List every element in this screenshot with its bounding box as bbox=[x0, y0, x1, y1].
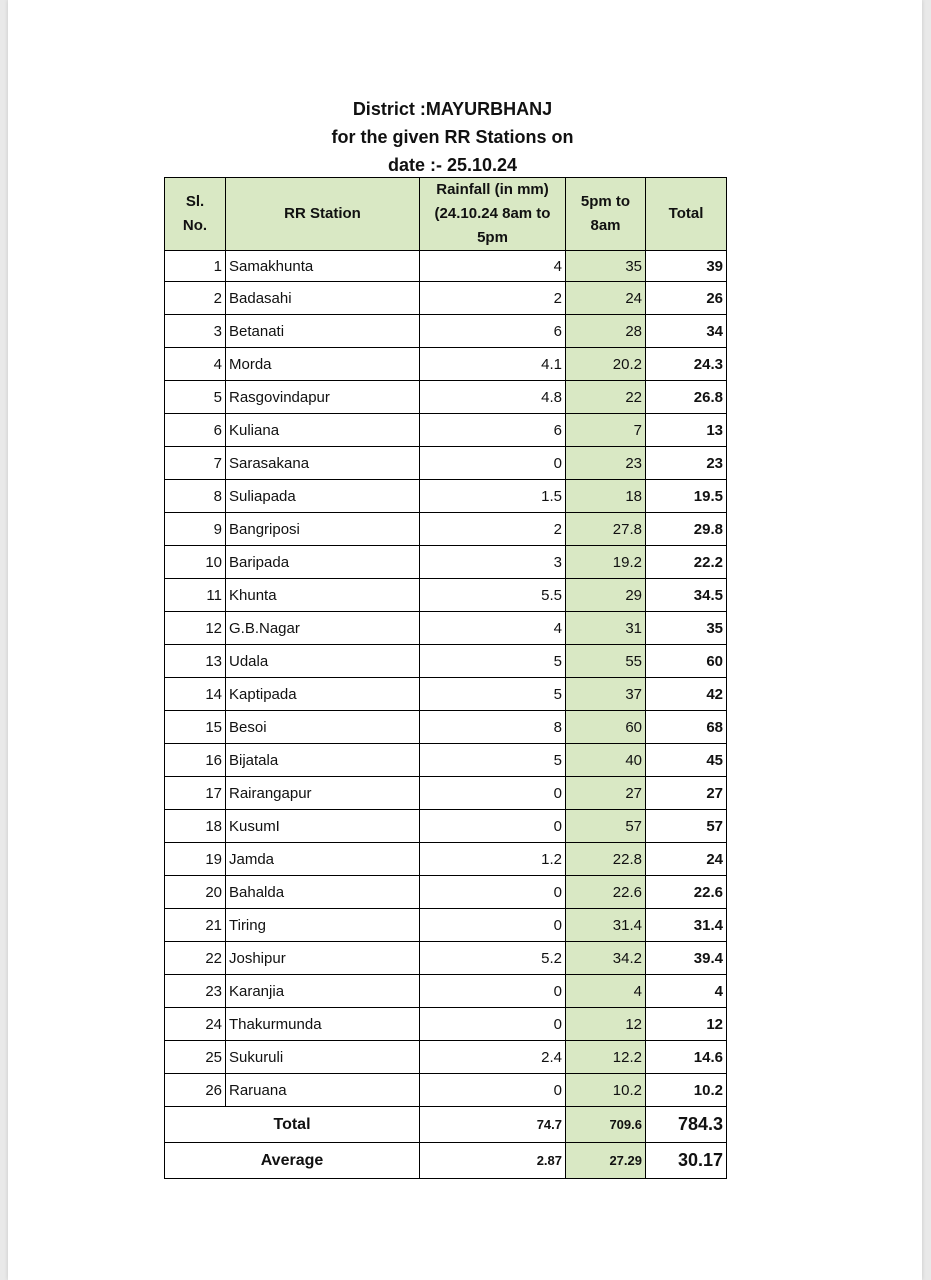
cell-sl-no: 15 bbox=[165, 711, 226, 744]
table-row bbox=[165, 546, 727, 579]
cell-station: Besoi bbox=[226, 711, 420, 744]
cell-rainfall-night: 31 bbox=[566, 612, 646, 645]
table-row bbox=[165, 348, 727, 381]
cell-station: Joshipur bbox=[226, 942, 420, 975]
cell-station: Bahalda bbox=[226, 876, 420, 909]
cell-station: G.B.Nagar bbox=[226, 612, 420, 645]
document-page bbox=[8, 0, 922, 1280]
cell-rainfall-day: 0 bbox=[420, 1008, 566, 1041]
total-row bbox=[165, 1107, 727, 1143]
table-row bbox=[165, 513, 727, 546]
table-row bbox=[165, 480, 727, 513]
cell-station: Thakurmunda bbox=[226, 1008, 420, 1041]
cell-total: 39 bbox=[646, 251, 727, 282]
cell-total: 42 bbox=[646, 678, 727, 711]
cell-total: 13 bbox=[646, 414, 727, 447]
average-row bbox=[165, 1143, 727, 1179]
cell-rainfall-day: 1.5 bbox=[420, 480, 566, 513]
cell-station: Suliapada bbox=[226, 480, 420, 513]
header-rainfall-day: Rainfall (in mm) (24.10.24 8am to 5pm bbox=[420, 178, 566, 251]
cell-station: Samakhunta bbox=[226, 251, 420, 282]
cell-station: Sukuruli bbox=[226, 1041, 420, 1074]
cell-total: 22.2 bbox=[646, 546, 727, 579]
cell-sl-no: 20 bbox=[165, 876, 226, 909]
cell-station: Udala bbox=[226, 645, 420, 678]
cell-sl-no: 12 bbox=[165, 612, 226, 645]
cell-sl-no: 14 bbox=[165, 678, 226, 711]
cell-station: Bangriposi bbox=[226, 513, 420, 546]
header-total: Total bbox=[646, 178, 727, 251]
cell-rainfall-day: 5 bbox=[420, 744, 566, 777]
cell-sl-no: 1 bbox=[165, 251, 226, 282]
cell-sl-no: 2 bbox=[165, 282, 226, 315]
cell-total: 23 bbox=[646, 447, 727, 480]
cell-total: 31.4 bbox=[646, 909, 727, 942]
cell-sl-no: 19 bbox=[165, 843, 226, 876]
cell-sl-no: 7 bbox=[165, 447, 226, 480]
cell-rainfall-day: 5.5 bbox=[420, 579, 566, 612]
cell-rainfall-night: 10.2 bbox=[566, 1074, 646, 1107]
cell-rainfall-day: 0 bbox=[420, 447, 566, 480]
cell-total: 29.8 bbox=[646, 513, 727, 546]
cell-station: Jamda bbox=[226, 843, 420, 876]
cell-rainfall-night: 29 bbox=[566, 579, 646, 612]
cell-sl-no: 10 bbox=[165, 546, 226, 579]
cell-sl-no: 4 bbox=[165, 348, 226, 381]
total-day: 74.7 bbox=[420, 1107, 566, 1143]
cell-rainfall-night: 4 bbox=[566, 975, 646, 1008]
cell-sl-no: 6 bbox=[165, 414, 226, 447]
cell-rainfall-day: 4.8 bbox=[420, 381, 566, 414]
cell-total: 27 bbox=[646, 777, 727, 810]
average-label: Average bbox=[165, 1143, 420, 1179]
cell-rainfall-day: 6 bbox=[420, 414, 566, 447]
cell-rainfall-day: 6 bbox=[420, 315, 566, 348]
cell-sl-no: 8 bbox=[165, 480, 226, 513]
cell-sl-no: 24 bbox=[165, 1008, 226, 1041]
table-row bbox=[165, 810, 727, 843]
cell-rainfall-day: 5 bbox=[420, 645, 566, 678]
cell-station: Karanjia bbox=[226, 975, 420, 1008]
cell-rainfall-day: 2 bbox=[420, 513, 566, 546]
cell-rainfall-night: 27.8 bbox=[566, 513, 646, 546]
cell-total: 24.3 bbox=[646, 348, 727, 381]
cell-total: 26 bbox=[646, 282, 727, 315]
cell-station: Sarasakana bbox=[226, 447, 420, 480]
cell-station: Rasgovindapur bbox=[226, 381, 420, 414]
table-row bbox=[165, 645, 727, 678]
cell-station: Kuliana bbox=[226, 414, 420, 447]
table-row bbox=[165, 876, 727, 909]
table-row bbox=[165, 711, 727, 744]
cell-rainfall-night: 22 bbox=[566, 381, 646, 414]
average-night: 27.29 bbox=[566, 1143, 646, 1179]
cell-rainfall-day: 3 bbox=[420, 546, 566, 579]
cell-rainfall-night: 7 bbox=[566, 414, 646, 447]
cell-rainfall-day: 2 bbox=[420, 282, 566, 315]
cell-rainfall-night: 23 bbox=[566, 447, 646, 480]
table-row bbox=[165, 843, 727, 876]
cell-total: 45 bbox=[646, 744, 727, 777]
cell-rainfall-night: 57 bbox=[566, 810, 646, 843]
table-row bbox=[165, 975, 727, 1008]
cell-total: 22.6 bbox=[646, 876, 727, 909]
cell-total: 34 bbox=[646, 315, 727, 348]
table-row bbox=[165, 251, 727, 282]
cell-rainfall-day: 0 bbox=[420, 1074, 566, 1107]
total-night: 709.6 bbox=[566, 1107, 646, 1143]
cell-rainfall-day: 8 bbox=[420, 711, 566, 744]
cell-total: 35 bbox=[646, 612, 727, 645]
cell-total: 34.5 bbox=[646, 579, 727, 612]
cell-rainfall-day: 0 bbox=[420, 777, 566, 810]
cell-station: Badasahi bbox=[226, 282, 420, 315]
cell-rainfall-night: 20.2 bbox=[566, 348, 646, 381]
cell-sl-no: 25 bbox=[165, 1041, 226, 1074]
cell-sl-no: 18 bbox=[165, 810, 226, 843]
cell-sl-no: 21 bbox=[165, 909, 226, 942]
table-row bbox=[165, 909, 727, 942]
cell-rainfall-night: 19.2 bbox=[566, 546, 646, 579]
cell-rainfall-night: 60 bbox=[566, 711, 646, 744]
cell-rainfall-night: 22.6 bbox=[566, 876, 646, 909]
table-row bbox=[165, 282, 727, 315]
cell-station: Bijatala bbox=[226, 744, 420, 777]
cell-rainfall-night: 35 bbox=[566, 251, 646, 282]
cell-rainfall-night: 28 bbox=[566, 315, 646, 348]
cell-station: Tiring bbox=[226, 909, 420, 942]
cell-sl-no: 5 bbox=[165, 381, 226, 414]
cell-sl-no: 13 bbox=[165, 645, 226, 678]
header-rr-station: RR Station bbox=[226, 178, 420, 251]
cell-rainfall-night: 18 bbox=[566, 480, 646, 513]
cell-sl-no: 9 bbox=[165, 513, 226, 546]
cell-total: 60 bbox=[646, 645, 727, 678]
cell-rainfall-night: 40 bbox=[566, 744, 646, 777]
cell-sl-no: 11 bbox=[165, 579, 226, 612]
table-row bbox=[165, 315, 727, 348]
cell-sl-no: 17 bbox=[165, 777, 226, 810]
cell-station: Baripada bbox=[226, 546, 420, 579]
cell-sl-no: 23 bbox=[165, 975, 226, 1008]
cell-total: 4 bbox=[646, 975, 727, 1008]
cell-rainfall-day: 2.4 bbox=[420, 1041, 566, 1074]
cell-total: 12 bbox=[646, 1008, 727, 1041]
cell-station: Khunta bbox=[226, 579, 420, 612]
header-sl-no: Sl. No. bbox=[165, 178, 226, 251]
cell-rainfall-day: 0 bbox=[420, 876, 566, 909]
average-grand: 30.17 bbox=[646, 1143, 727, 1179]
cell-total: 68 bbox=[646, 711, 727, 744]
cell-rainfall-day: 0 bbox=[420, 975, 566, 1008]
cell-station: Rairangapur bbox=[226, 777, 420, 810]
cell-rainfall-night: 37 bbox=[566, 678, 646, 711]
cell-total: 24 bbox=[646, 843, 727, 876]
cell-rainfall-day: 0 bbox=[420, 909, 566, 942]
header-rainfall-night: 5pm to 8am bbox=[566, 178, 646, 251]
table-header-row bbox=[165, 178, 727, 251]
title-date: date :- 25.10.24 bbox=[387, 155, 518, 175]
cell-rainfall-day: 5.2 bbox=[420, 942, 566, 975]
table-row bbox=[165, 1074, 727, 1107]
cell-rainfall-day: 1.2 bbox=[420, 843, 566, 876]
cell-rainfall-day: 5 bbox=[420, 678, 566, 711]
cell-rainfall-day: 4 bbox=[420, 612, 566, 645]
table-row bbox=[165, 612, 727, 645]
total-grand: 784.3 bbox=[646, 1107, 727, 1143]
table-row bbox=[165, 744, 727, 777]
cell-rainfall-night: 34.2 bbox=[566, 942, 646, 975]
cell-total: 39.4 bbox=[646, 942, 727, 975]
cell-sl-no: 3 bbox=[165, 315, 226, 348]
table-row bbox=[165, 942, 727, 975]
table-row bbox=[165, 678, 727, 711]
cell-total: 57 bbox=[646, 810, 727, 843]
cell-rainfall-day: 4.1 bbox=[420, 348, 566, 381]
cell-rainfall-night: 31.4 bbox=[566, 909, 646, 942]
table-row bbox=[165, 414, 727, 447]
cell-total: 10.2 bbox=[646, 1074, 727, 1107]
cell-rainfall-night: 22.8 bbox=[566, 843, 646, 876]
cell-sl-no: 16 bbox=[165, 744, 226, 777]
cell-rainfall-day: 4 bbox=[420, 251, 566, 282]
cell-rainfall-night: 24 bbox=[566, 282, 646, 315]
cell-sl-no: 26 bbox=[165, 1074, 226, 1107]
table-row bbox=[165, 579, 727, 612]
cell-station: Betanati bbox=[226, 315, 420, 348]
cell-station: Kaptipada bbox=[226, 678, 420, 711]
cell-total: 26.8 bbox=[646, 381, 727, 414]
cell-rainfall-night: 55 bbox=[566, 645, 646, 678]
title-stations: for the given RR Stations on bbox=[331, 127, 574, 147]
cell-station: Morda bbox=[226, 348, 420, 381]
cell-station: Raruana bbox=[226, 1074, 420, 1107]
table-row bbox=[165, 1008, 727, 1041]
cell-rainfall-day: 0 bbox=[420, 810, 566, 843]
table-row bbox=[165, 381, 727, 414]
title-district: District :MAYURBHANJ bbox=[352, 99, 553, 119]
document-title bbox=[8, 95, 897, 179]
cell-rainfall-night: 12.2 bbox=[566, 1041, 646, 1074]
total-label: Total bbox=[165, 1107, 420, 1143]
table-row bbox=[165, 777, 727, 810]
rainfall-table bbox=[164, 177, 727, 1179]
cell-rainfall-night: 27 bbox=[566, 777, 646, 810]
cell-station: KusumI bbox=[226, 810, 420, 843]
cell-total: 14.6 bbox=[646, 1041, 727, 1074]
average-day: 2.87 bbox=[420, 1143, 566, 1179]
cell-sl-no: 22 bbox=[165, 942, 226, 975]
table-row bbox=[165, 447, 727, 480]
table-row bbox=[165, 1041, 727, 1074]
cell-rainfall-night: 12 bbox=[566, 1008, 646, 1041]
cell-total: 19.5 bbox=[646, 480, 727, 513]
